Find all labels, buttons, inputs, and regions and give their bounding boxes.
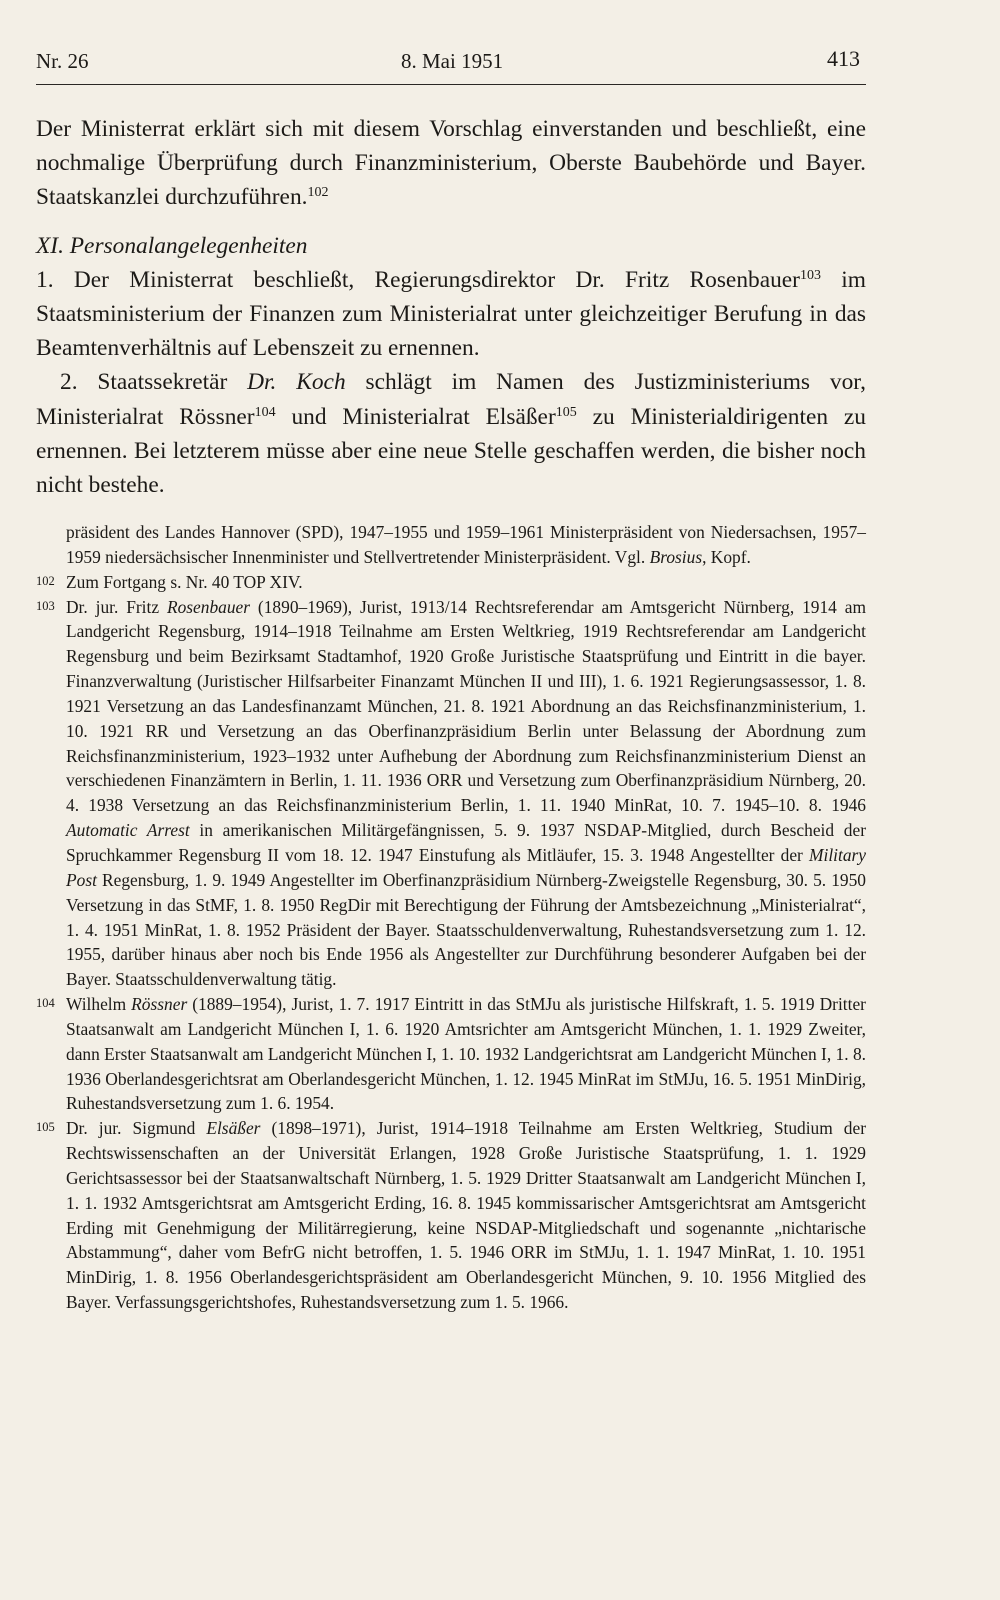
footnote-number: 105	[36, 1120, 55, 1135]
footnote-ref-104[interactable]: 104	[254, 404, 276, 420]
paragraph-rosenbauer: 1. Der Ministerrat beschließt, Regierungsdirektor Dr. Fritz Rosenbauer$^{103}$ im Staatsministerium der Finanzen zum Ministerialrat unter gleichzeitiger Berufung in das Beamtenverhältnis auf Lebenszeit zu ernennen.	[36, 266, 866, 362]
footnote-103	[36, 595, 866, 993]
running-header	[36, 44, 866, 85]
footnotes	[36, 520, 866, 1315]
footnote-ref-102[interactable]: 102	[307, 185, 329, 201]
footnote-number: 104	[36, 996, 55, 1011]
footnote-102	[36, 570, 866, 595]
footnote-number: 103	[36, 598, 55, 613]
footnote-105	[36, 1116, 866, 1315]
paragraph-koch: 2. Staatssekretär Dr. Koch schlägt im Namen des Justizministeriums vor, Ministerialrat Rössner$^{104}$ und Ministerialrat Elsäßer$^{105}$ zu Ministerialdirigenten zu ernennen. Bei letzterem müsse aber eine neue Stelle geschaffen werden, die bisher noch nicht bestehe.	[36, 369, 866, 499]
footnote-text: Zum Fortgang s. Nr. 40 TOP XIV.	[66, 571, 303, 592]
footnote-continuation: präsident des Landes Hannover (SPD), 1947–1955 und 1959–1961 Ministerpräsident von Niedersachsen, 1957–1959 niedersächsischer Innenminister und Stellvertretender Ministerpräsident. Vgl. Brosius, Kopf.	[66, 522, 866, 567]
footnote-text: Dr. jur. Fritz Rosenbauer (1890–1969), Jurist, 1913/14 Rechtsreferendar am Amtsgericht Nürnberg, 1914 am Landgericht Regensburg, 1914–1918 Teilnahme am Ersten Weltkrieg, 1919 Rechtsreferendar am Landgericht Regensburg und beim Bezirksamt Stadtamhof, 1920 Große Juristische Staatsprüfung und Eintritt in die bayer. Finanzverwaltung (Juristischer Hilfsarbeiter Finanzamt München II und III), 1. 6. 1921 Regierungsassessor, 1. 8. 1921 Versetzung an das Landesfinanzamt München, 21. 8. 1921 Abordnung an das Reichsfinanzministerium, 1. 10. 1921 RR und Versetzung an das Oberfinanzpräsidium Berlin unter Belassung der Abordnung zum Reichsfinanzministerium, 1923–1932 unter Aufhebung der Abordnung zum Reichsfinanzministerium Dienst an verschiedenen Finanzämtern in Berlin, 1. 11. 1936 ORR und Versetzung zum Oberfinanzpräsidium Nürnberg, 20. 4. 1938 Versetzung an das Reichsfinanzministerium Berlin, 1. 11. 1940 MinRat, 10. 7. 1945–10. 8. 1946 Automatic Arrest in amerikanischen Militärgefängnissen, 5. 9. 1937 NSDAP-Mitglied, durch Bescheid der Spruchkammer Regensburg II vom 18. 12. 1947 Einstufung als Mitläufer, 15. 3. 1948 Angestellter der Military Post Regensburg, 1. 9. 1949 Angestellter im Oberfinanzpräsidium Nürnberg-Zweigstelle Regensburg, 30. 5. 1950 Versetzung in das StMF, 1. 8. 1950 RegDir mit Berechtigung der Führung der Amtsbezeichnung „Ministerialrat“, 1. 4. 1951 MinRat, 1. 8. 1952 Präsident der Bayer. Staatsschuldenverwaltung, Ruhestandsversetzung zum 1. 12. 1955, darüber hinaus aber noch bis Ende 1956 als Angestellter zur Durchführung besonderer Aufgaben bei der Bayer. Staatsschuldenverwaltung tätig.	[66, 596, 866, 990]
section-heading: XI. Personalangelegenheiten	[36, 232, 308, 259]
footnote-text: Wilhelm Rössner (1889–1954), Jurist, 1. 7. 1917 Eintritt in das StMJu als juristische Hilfskraft, 1. 5. 1919 Dritter Staatsanwalt am Landgericht München I, 1. 6. 1920 Amtsrichter am Amtsgericht München, 1. 1. 1929 Zweiter, dann Erster Staatsanwalt am Landgericht München I, 1. 10. 1932 Landgerichtsrat am Landgericht München I, 1. 8. 1936 Oberlandesgerichtsrat am Oberlandesgericht München, 1. 12. 1945 MinRat im StMJu, 16. 5. 1951 MinDirig, Ruhestandsversetzung zum 1. 6. 1954.	[66, 994, 866, 1114]
person-name: Dr. Koch	[247, 369, 346, 396]
footnote-ref-105[interactable]: 105	[555, 404, 577, 420]
page-number: 413	[827, 46, 860, 71]
footnote-number: 102	[36, 573, 55, 588]
footnote-text: Dr. jur. Sigmund Elsäßer (1898–1971), Jurist, 1914–1918 Teilnahme am Ersten Weltkrieg, Studium der Rechtswissenschaften an der Universität Erlangen, 1928 Große Juristische Staatsprüfung, 1. 1. 1929 Gerichtsassessor bei der Staatsanwaltschaft Nürnberg, 1. 5. 1929 Dritter Staatsanwalt am Landgericht München I, 1. 1. 1932 Amtsgerichtsrat am Amtsgericht Erding, 16. 8. 1945 kommissarischer Amtsgerichtsrat am Amtsgericht Erding mit Genehmigung der Militärregierung, keine NSDAP-Mitgliedschaft und sogenannte „nichtarische Abstammung“, daher vom BefrG nicht betroffen, 1. 5. 1946 ORR im StMJu, 1. 1. 1947 MinRat, 1. 10. 1951 MinDirig, 1. 8. 1956 Oberlandesgerichtspräsident am Oberlandesgericht München, 9. 10. 1956 Mitglied des Bayer. Verfassungsgerichtshofes, Ruhestandsversetzung zum 1. 5. 1966.	[66, 1118, 866, 1313]
main-text	[36, 112, 866, 502]
footnote-ref-103[interactable]: 103	[799, 267, 821, 283]
document-number: Nr. 26	[36, 49, 89, 73]
session-date: 8. Mai 1951	[401, 49, 504, 73]
paragraph-decision: Der Ministerrat erklärt sich mit diesem Vorschlag einverstanden und beschließt, eine nochmalige Überprüfung durch Finanzministerium, Oberste Baubehörde und Bayer. Staatskanzlei durchzuführen.$^{102}$	[36, 116, 866, 211]
footnote-104	[36, 992, 866, 1116]
